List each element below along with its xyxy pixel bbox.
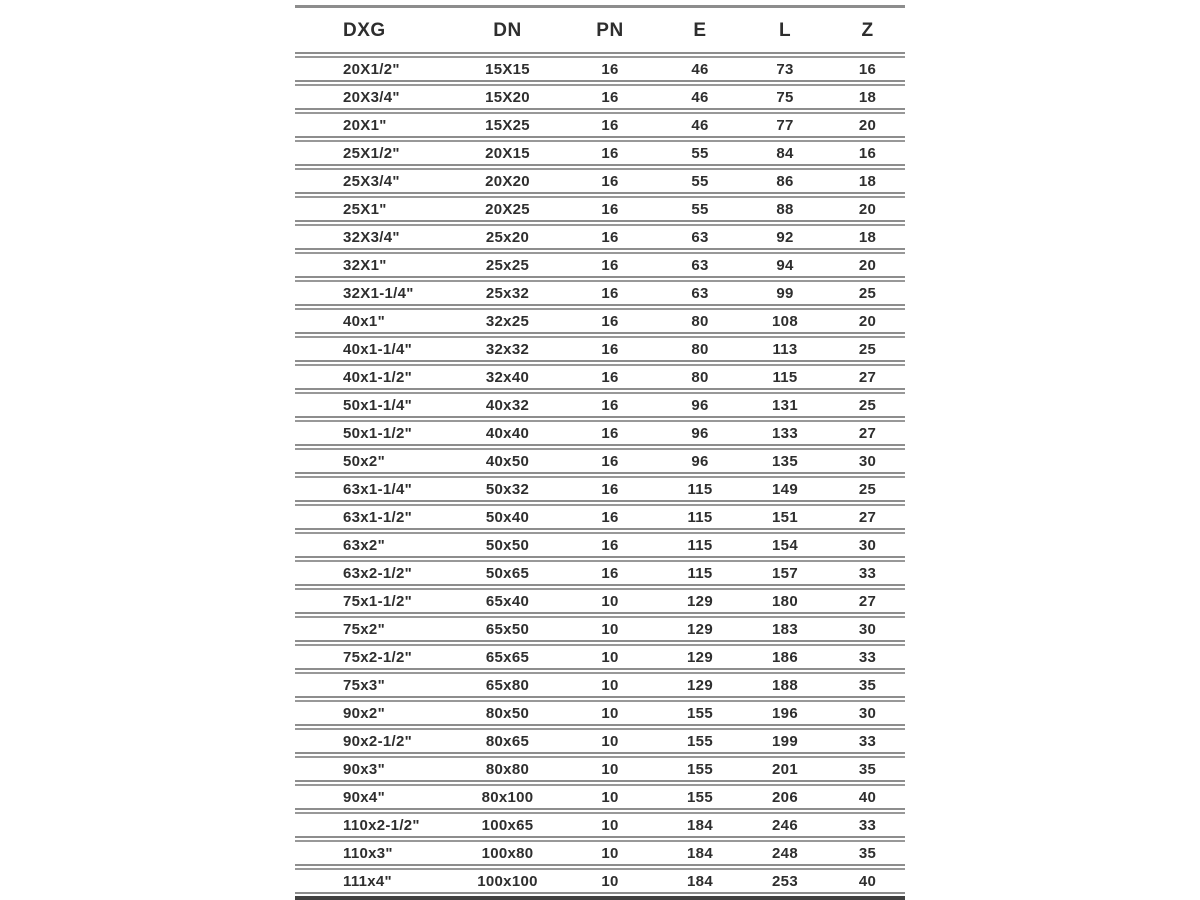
cell-dxg: 20X1/2" bbox=[295, 56, 455, 82]
cell-e: 55 bbox=[660, 168, 740, 194]
header-row bbox=[295, 10, 905, 54]
cell-dxg: 50x2" bbox=[295, 448, 455, 474]
cell-pn: 16 bbox=[560, 532, 660, 558]
cell-dxg: 25X1" bbox=[295, 196, 455, 222]
cell-e: 80 bbox=[660, 364, 740, 390]
table-row bbox=[295, 504, 905, 530]
table-row bbox=[295, 784, 905, 810]
cell-dxg: 75x2" bbox=[295, 616, 455, 642]
cell-dxg: 40x1" bbox=[295, 308, 455, 334]
cell-pn: 16 bbox=[560, 336, 660, 362]
cell-l: 199 bbox=[740, 728, 830, 754]
cell-z: 30 bbox=[830, 700, 905, 726]
cell-dn: 15X25 bbox=[455, 112, 560, 138]
cell-dn: 20X20 bbox=[455, 168, 560, 194]
cell-dxg: 25X3/4" bbox=[295, 168, 455, 194]
cell-dn: 40x32 bbox=[455, 392, 560, 418]
cell-pn: 10 bbox=[560, 868, 660, 894]
cell-pn: 16 bbox=[560, 56, 660, 82]
cell-pn: 16 bbox=[560, 252, 660, 278]
cell-l: 75 bbox=[740, 84, 830, 110]
cell-z: 33 bbox=[830, 644, 905, 670]
cell-dxg: 63x1-1/4" bbox=[295, 476, 455, 502]
cell-l: 113 bbox=[740, 336, 830, 362]
cell-dxg: 40x1-1/2" bbox=[295, 364, 455, 390]
cell-e: 80 bbox=[660, 308, 740, 334]
cell-dn: 25x25 bbox=[455, 252, 560, 278]
dimensions-table bbox=[295, 8, 905, 896]
cell-z: 40 bbox=[830, 868, 905, 894]
cell-dxg: 75x1-1/2" bbox=[295, 588, 455, 614]
cell-pn: 16 bbox=[560, 280, 660, 306]
cell-pn: 16 bbox=[560, 476, 660, 502]
cell-z: 25 bbox=[830, 280, 905, 306]
cell-l: 133 bbox=[740, 420, 830, 446]
cell-dn: 80x80 bbox=[455, 756, 560, 782]
cell-pn: 10 bbox=[560, 644, 660, 670]
table-row bbox=[295, 420, 905, 446]
table-row bbox=[295, 560, 905, 586]
cell-e: 115 bbox=[660, 532, 740, 558]
cell-dn: 80x100 bbox=[455, 784, 560, 810]
cell-dn: 15X20 bbox=[455, 84, 560, 110]
table-row bbox=[295, 476, 905, 502]
cell-l: 206 bbox=[740, 784, 830, 810]
cell-pn: 16 bbox=[560, 224, 660, 250]
cell-l: 131 bbox=[740, 392, 830, 418]
cell-z: 20 bbox=[830, 252, 905, 278]
cell-l: 188 bbox=[740, 672, 830, 698]
cell-dn: 100x80 bbox=[455, 840, 560, 866]
cell-pn: 10 bbox=[560, 672, 660, 698]
cell-dxg: 63x2-1/2" bbox=[295, 560, 455, 586]
cell-dxg: 20X1" bbox=[295, 112, 455, 138]
table-row bbox=[295, 588, 905, 614]
cell-l: 77 bbox=[740, 112, 830, 138]
cell-dxg: 111x4" bbox=[295, 868, 455, 894]
cell-l: 151 bbox=[740, 504, 830, 530]
cell-pn: 16 bbox=[560, 560, 660, 586]
cell-dxg: 110x2-1/2" bbox=[295, 812, 455, 838]
cell-e: 115 bbox=[660, 504, 740, 530]
cell-l: 183 bbox=[740, 616, 830, 642]
table-row bbox=[295, 700, 905, 726]
cell-dn: 80x65 bbox=[455, 728, 560, 754]
cell-dn: 100x100 bbox=[455, 868, 560, 894]
table-row bbox=[295, 336, 905, 362]
cell-dxg: 90x4" bbox=[295, 784, 455, 810]
cell-z: 30 bbox=[830, 448, 905, 474]
table-row bbox=[295, 56, 905, 82]
column-header-dxg: DXG bbox=[295, 10, 455, 54]
cell-pn: 16 bbox=[560, 420, 660, 446]
cell-dxg: 63x1-1/2" bbox=[295, 504, 455, 530]
cell-z: 27 bbox=[830, 504, 905, 530]
cell-l: 149 bbox=[740, 476, 830, 502]
cell-e: 96 bbox=[660, 420, 740, 446]
cell-z: 35 bbox=[830, 756, 905, 782]
cell-pn: 16 bbox=[560, 196, 660, 222]
cell-l: 154 bbox=[740, 532, 830, 558]
table-row bbox=[295, 364, 905, 390]
cell-e: 155 bbox=[660, 756, 740, 782]
table-row bbox=[295, 308, 905, 334]
cell-z: 18 bbox=[830, 168, 905, 194]
cell-z: 33 bbox=[830, 812, 905, 838]
cell-z: 27 bbox=[830, 420, 905, 446]
cell-e: 96 bbox=[660, 392, 740, 418]
table-row bbox=[295, 112, 905, 138]
cell-z: 16 bbox=[830, 140, 905, 166]
cell-pn: 10 bbox=[560, 812, 660, 838]
table-row bbox=[295, 168, 905, 194]
cell-l: 186 bbox=[740, 644, 830, 670]
column-header-e: E bbox=[660, 10, 740, 54]
cell-l: 99 bbox=[740, 280, 830, 306]
cell-pn: 10 bbox=[560, 700, 660, 726]
cell-e: 155 bbox=[660, 728, 740, 754]
table-row bbox=[295, 392, 905, 418]
cell-dxg: 90x2-1/2" bbox=[295, 728, 455, 754]
cell-pn: 10 bbox=[560, 728, 660, 754]
cell-dn: 65x40 bbox=[455, 588, 560, 614]
table-row bbox=[295, 812, 905, 838]
cell-dn: 65x50 bbox=[455, 616, 560, 642]
cell-pn: 10 bbox=[560, 588, 660, 614]
cell-pn: 16 bbox=[560, 112, 660, 138]
cell-dxg: 40x1-1/4" bbox=[295, 336, 455, 362]
column-header-dn: DN bbox=[455, 10, 560, 54]
cell-z: 16 bbox=[830, 56, 905, 82]
cell-pn: 16 bbox=[560, 168, 660, 194]
cell-l: 196 bbox=[740, 700, 830, 726]
table-row bbox=[295, 868, 905, 894]
cell-dxg: 50x1-1/2" bbox=[295, 420, 455, 446]
cell-dxg: 110x3" bbox=[295, 840, 455, 866]
cell-pn: 10 bbox=[560, 756, 660, 782]
cell-z: 18 bbox=[830, 224, 905, 250]
cell-e: 129 bbox=[660, 616, 740, 642]
cell-l: 84 bbox=[740, 140, 830, 166]
cell-l: 253 bbox=[740, 868, 830, 894]
cell-dn: 25x20 bbox=[455, 224, 560, 250]
table-row bbox=[295, 280, 905, 306]
cell-z: 18 bbox=[830, 84, 905, 110]
column-header-z: Z bbox=[830, 10, 905, 54]
cell-dn: 40x50 bbox=[455, 448, 560, 474]
cell-e: 115 bbox=[660, 560, 740, 586]
table-row bbox=[295, 224, 905, 250]
cell-l: 157 bbox=[740, 560, 830, 586]
cell-dxg: 90x3" bbox=[295, 756, 455, 782]
cell-dn: 40x40 bbox=[455, 420, 560, 446]
cell-e: 80 bbox=[660, 336, 740, 362]
cell-pn: 10 bbox=[560, 616, 660, 642]
cell-l: 248 bbox=[740, 840, 830, 866]
table-row bbox=[295, 756, 905, 782]
table-row bbox=[295, 252, 905, 278]
cell-e: 129 bbox=[660, 672, 740, 698]
cell-e: 63 bbox=[660, 224, 740, 250]
cell-pn: 16 bbox=[560, 364, 660, 390]
cell-dxg: 75x2-1/2" bbox=[295, 644, 455, 670]
cell-z: 27 bbox=[830, 364, 905, 390]
cell-l: 92 bbox=[740, 224, 830, 250]
table-row bbox=[295, 840, 905, 866]
cell-z: 33 bbox=[830, 560, 905, 586]
cell-l: 108 bbox=[740, 308, 830, 334]
cell-dxg: 20X3/4" bbox=[295, 84, 455, 110]
cell-e: 46 bbox=[660, 56, 740, 82]
cell-e: 46 bbox=[660, 112, 740, 138]
cell-e: 63 bbox=[660, 280, 740, 306]
table-row bbox=[295, 448, 905, 474]
table-row bbox=[295, 140, 905, 166]
cell-l: 86 bbox=[740, 168, 830, 194]
cell-z: 30 bbox=[830, 532, 905, 558]
column-header-pn: PN bbox=[560, 10, 660, 54]
cell-pn: 16 bbox=[560, 448, 660, 474]
cell-dxg: 75x3" bbox=[295, 672, 455, 698]
cell-dxg: 32X1-1/4" bbox=[295, 280, 455, 306]
cell-l: 246 bbox=[740, 812, 830, 838]
cell-dxg: 90x2" bbox=[295, 700, 455, 726]
cell-z: 20 bbox=[830, 308, 905, 334]
cell-z: 27 bbox=[830, 588, 905, 614]
cell-e: 63 bbox=[660, 252, 740, 278]
cell-dn: 20X15 bbox=[455, 140, 560, 166]
cell-e: 115 bbox=[660, 476, 740, 502]
cell-z: 35 bbox=[830, 840, 905, 866]
cell-e: 184 bbox=[660, 812, 740, 838]
cell-dn: 32x40 bbox=[455, 364, 560, 390]
cell-dn: 15X15 bbox=[455, 56, 560, 82]
cell-l: 180 bbox=[740, 588, 830, 614]
cell-l: 201 bbox=[740, 756, 830, 782]
cell-dn: 50x32 bbox=[455, 476, 560, 502]
cell-z: 33 bbox=[830, 728, 905, 754]
cell-dn: 20X25 bbox=[455, 196, 560, 222]
cell-dn: 50x40 bbox=[455, 504, 560, 530]
cell-z: 35 bbox=[830, 672, 905, 698]
cell-dn: 100x65 bbox=[455, 812, 560, 838]
table-row bbox=[295, 644, 905, 670]
table-row bbox=[295, 672, 905, 698]
cell-e: 55 bbox=[660, 140, 740, 166]
cell-dn: 32x32 bbox=[455, 336, 560, 362]
cell-z: 25 bbox=[830, 336, 905, 362]
cell-dxg: 25X1/2" bbox=[295, 140, 455, 166]
cell-dn: 50x50 bbox=[455, 532, 560, 558]
cell-pn: 16 bbox=[560, 140, 660, 166]
cell-e: 46 bbox=[660, 84, 740, 110]
table-row bbox=[295, 616, 905, 642]
cell-l: 115 bbox=[740, 364, 830, 390]
table-row bbox=[295, 728, 905, 754]
cell-e: 155 bbox=[660, 700, 740, 726]
cell-e: 55 bbox=[660, 196, 740, 222]
cell-dn: 65x80 bbox=[455, 672, 560, 698]
cell-dn: 65x65 bbox=[455, 644, 560, 670]
table-row bbox=[295, 196, 905, 222]
cell-e: 155 bbox=[660, 784, 740, 810]
cell-l: 94 bbox=[740, 252, 830, 278]
cell-dn: 25x32 bbox=[455, 280, 560, 306]
cell-z: 20 bbox=[830, 196, 905, 222]
spec-table bbox=[295, 5, 905, 900]
cell-pn: 16 bbox=[560, 84, 660, 110]
cell-dn: 32x25 bbox=[455, 308, 560, 334]
cell-dxg: 63x2" bbox=[295, 532, 455, 558]
cell-dn: 50x65 bbox=[455, 560, 560, 586]
table-row bbox=[295, 532, 905, 558]
cell-dxg: 32X1" bbox=[295, 252, 455, 278]
cell-e: 184 bbox=[660, 840, 740, 866]
cell-dn: 80x50 bbox=[455, 700, 560, 726]
cell-z: 40 bbox=[830, 784, 905, 810]
cell-e: 129 bbox=[660, 644, 740, 670]
cell-pn: 16 bbox=[560, 504, 660, 530]
cell-e: 129 bbox=[660, 588, 740, 614]
cell-pn: 16 bbox=[560, 308, 660, 334]
cell-z: 30 bbox=[830, 616, 905, 642]
cell-e: 184 bbox=[660, 868, 740, 894]
cell-z: 20 bbox=[830, 112, 905, 138]
table-row bbox=[295, 84, 905, 110]
cell-dxg: 32X3/4" bbox=[295, 224, 455, 250]
cell-l: 88 bbox=[740, 196, 830, 222]
cell-pn: 10 bbox=[560, 784, 660, 810]
column-header-l: L bbox=[740, 10, 830, 54]
cell-z: 25 bbox=[830, 476, 905, 502]
cell-e: 96 bbox=[660, 448, 740, 474]
table-body bbox=[295, 56, 905, 894]
cell-dxg: 50x1-1/4" bbox=[295, 392, 455, 418]
cell-l: 73 bbox=[740, 56, 830, 82]
cell-pn: 16 bbox=[560, 392, 660, 418]
cell-z: 25 bbox=[830, 392, 905, 418]
cell-pn: 10 bbox=[560, 840, 660, 866]
cell-l: 135 bbox=[740, 448, 830, 474]
